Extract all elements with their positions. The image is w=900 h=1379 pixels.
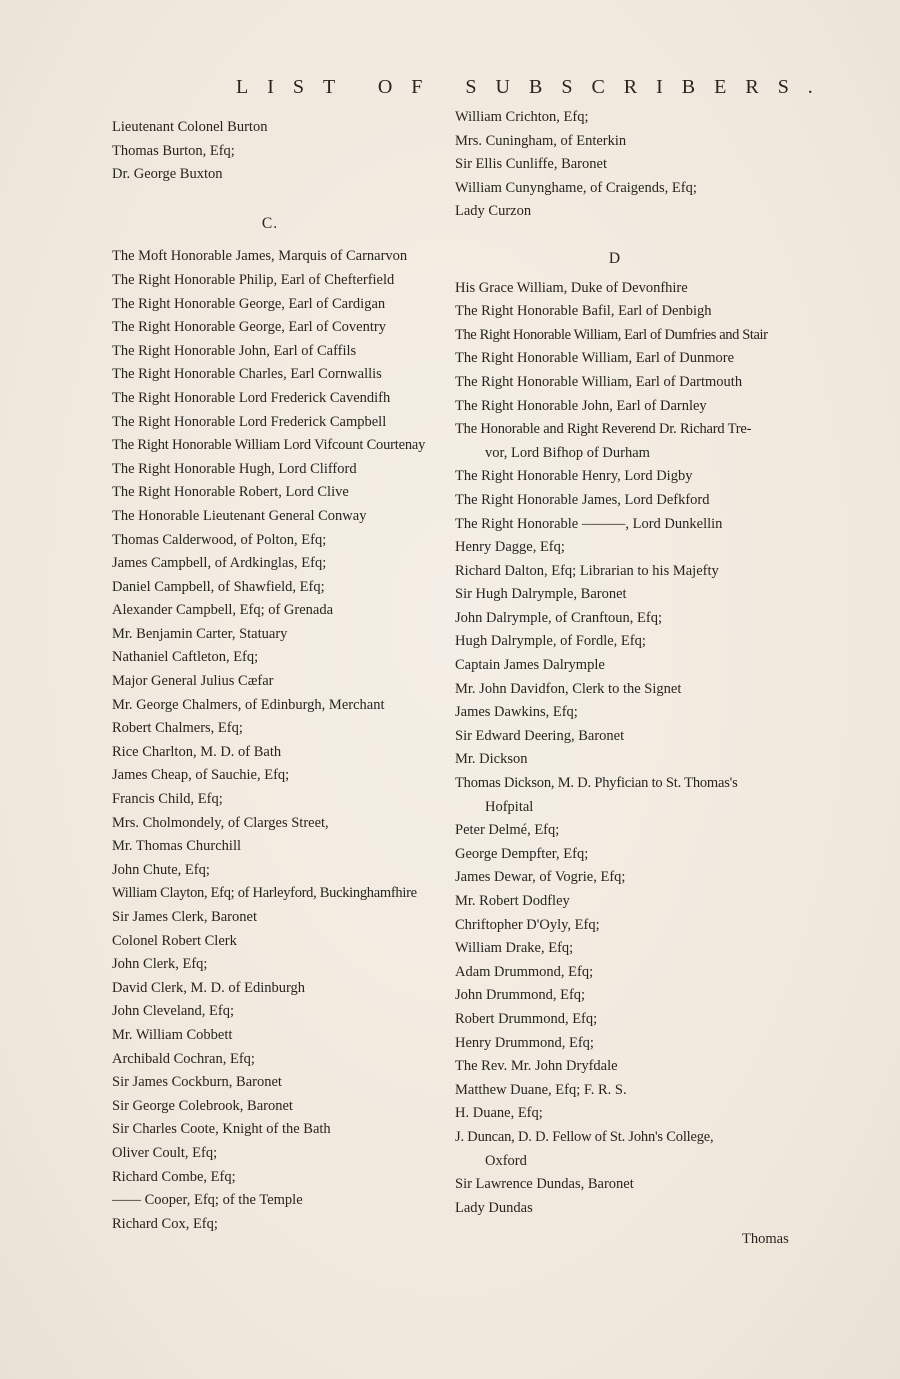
list-item: Peter Delmé, Efq; bbox=[455, 822, 560, 839]
list-item: Daniel Campbell, of Shawfield, Efq; bbox=[112, 578, 325, 595]
list-item: The Right Honorable Philip, Earl of Chefterfield bbox=[112, 271, 395, 288]
list-item: Sir Ellis Cunliffe, Baronet bbox=[455, 156, 607, 173]
list-item: George Dempfter, Efq; bbox=[455, 845, 589, 862]
list-item: Lady Curzon bbox=[455, 203, 532, 220]
section-heading-c: C. bbox=[261, 214, 279, 232]
list-item: Dr. George Buxton bbox=[112, 166, 223, 183]
list-item: The Right Honorable Hugh, Lord Clifford bbox=[112, 460, 357, 477]
list-item: Mrs. Cholmondely, of Clarges Street, bbox=[112, 814, 329, 831]
list-item: Henry Dagge, Efq; bbox=[455, 539, 565, 556]
list-item: J. Duncan, D. D. Fellow of St. John's College, bbox=[455, 1128, 714, 1145]
catchword: Thomas bbox=[742, 1231, 789, 1247]
list-item: Mrs. Cuningham, of Enterkin bbox=[455, 132, 627, 149]
list-item: William Drake, Efq; bbox=[455, 940, 574, 957]
list-item: James Campbell, of Ardkinglas, Efq; bbox=[112, 555, 327, 572]
list-item: The Right Honorable William Lord Vifcount Courtenay bbox=[112, 437, 426, 454]
list-item: Mr. Benjamin Carter, Statuary bbox=[112, 625, 288, 642]
list-item: William Crichton, Efq; bbox=[455, 109, 589, 125]
list-item: Sir Hugh Dalrymple, Baronet bbox=[455, 586, 627, 603]
list-item: Oliver Coult, Efq; bbox=[112, 1144, 218, 1161]
list-item: Hofpital bbox=[485, 798, 534, 815]
list-item: The Right Honorable ———, Lord Dunkellin bbox=[455, 515, 723, 532]
list-item: Richard Dalton, Efq; Librarian to his Majefty bbox=[455, 562, 719, 579]
list-item: Colonel Robert Clerk bbox=[112, 932, 237, 949]
right-top-entries bbox=[455, 106, 795, 224]
list-item: The Right Honorable John, Earl of Caffils bbox=[112, 342, 357, 359]
list-item: The Right Honorable William, Earl of Dartmouth bbox=[455, 373, 743, 390]
list-item: Oxford bbox=[485, 1152, 527, 1169]
list-item: Francis Child, Efq; bbox=[112, 791, 223, 808]
list-item: The Right Honorable George, Earl of Cardigan bbox=[112, 295, 386, 312]
list-item: Captain James Dalrymple bbox=[455, 657, 605, 674]
list-item: Henry Drummond, Efq; bbox=[455, 1034, 594, 1051]
list-item: William Clayton, Efq; of Harleyford, Buckinghamfhire bbox=[112, 885, 417, 902]
list-item: Thomas Calderwood, of Polton, Efq; bbox=[112, 531, 327, 548]
list-item: Lieutenant Colonel Burton bbox=[112, 119, 268, 135]
list-item: Archibald Cochran, Efq; bbox=[112, 1050, 255, 1067]
list-item: Sir George Colebrook, Baronet bbox=[112, 1097, 293, 1114]
list-item: Robert Chalmers, Efq; bbox=[112, 720, 243, 737]
list-item: Hugh Dalrymple, of Fordle, Efq; bbox=[455, 633, 646, 650]
list-item: John Chute, Efq; bbox=[112, 861, 210, 878]
list-item: Thomas Dickson, M. D. Phyfician to St. Thomas's bbox=[455, 775, 738, 792]
list-item: Adam Drummond, Efq; bbox=[455, 963, 594, 980]
list-item: Alexander Campbell, Efq; of Grenada bbox=[112, 602, 334, 619]
list-item: Mr. Dickson bbox=[455, 751, 528, 768]
list-item: The Honorable and Right Reverend Dr. Richard Tre- bbox=[455, 421, 752, 438]
list-item: Sir James Cockburn, Baronet bbox=[112, 1074, 282, 1091]
list-item: Sir Charles Coote, Knight of the Bath bbox=[112, 1121, 331, 1138]
list-item: Nathaniel Caftleton, Efq; bbox=[112, 649, 259, 666]
list-item: Mr. John Davidfon, Clerk to the Signet bbox=[455, 680, 682, 697]
list-item: The Rev. Mr. John Dryfdale bbox=[455, 1058, 618, 1075]
list-item: Rice Charlton, M. D. of Bath bbox=[112, 743, 282, 760]
list-item: Sir Lawrence Dundas, Baronet bbox=[455, 1176, 634, 1193]
list-item: Richard Cox, Efq; bbox=[112, 1215, 218, 1232]
list-item: H. Duane, Efq; bbox=[455, 1105, 543, 1122]
list-item: John Dalrymple, of Cranftoun, Efq; bbox=[455, 609, 662, 626]
list-item: Mr. William Cobbett bbox=[112, 1026, 233, 1043]
list-item: William Cunynghame, of Craigends, Efq; bbox=[455, 179, 697, 196]
section-d-list bbox=[455, 277, 795, 1221]
list-item: The Right Honorable Charles, Earl Cornwallis bbox=[112, 366, 382, 383]
list-item: The Right Honorable James, Lord Defkford bbox=[455, 491, 710, 508]
section-heading-d: D bbox=[608, 249, 622, 267]
list-item: Richard Combe, Efq; bbox=[112, 1168, 236, 1185]
list-item: Sir Edward Deering, Baronet bbox=[455, 727, 625, 744]
list-item: The Right Honorable Lord Frederick Cavendifh bbox=[112, 389, 391, 406]
list-item: The Right Honorable John, Earl of Darnley bbox=[455, 397, 707, 414]
list-item: Major General Julius Cæfar bbox=[112, 673, 274, 690]
list-item: The Honorable Lieutenant General Conway bbox=[112, 507, 367, 524]
list-item: James Cheap, of Sauchie, Efq; bbox=[112, 767, 290, 784]
list-item: John Clerk, Efq; bbox=[112, 956, 208, 973]
list-item: The Right Honorable Lord Frederick Campbell bbox=[112, 413, 387, 430]
list-item: James Dawkins, Efq; bbox=[455, 704, 578, 721]
list-item: The Right Honorable Bafil, Earl of Denbigh bbox=[455, 303, 712, 320]
list-item: Matthew Duane, Efq; F. R. S. bbox=[455, 1081, 627, 1098]
list-item: The Right Honorable George, Earl of Coventry bbox=[112, 319, 386, 336]
list-item: The Right Honorable William, Earl of Dunmore bbox=[455, 350, 735, 367]
list-item: The Moft Honorable James, Marquis of Carnarvon bbox=[112, 248, 408, 265]
list-item: David Clerk, M. D. of Edinburgh bbox=[112, 979, 306, 996]
list-item: —— Cooper, Efq; of the Temple bbox=[112, 1192, 303, 1209]
list-item: vor, Lord Bifhop of Durham bbox=[485, 444, 650, 461]
list-item: The Right Honorable Robert, Lord Clive bbox=[112, 484, 349, 501]
list-item: Thomas Burton, Efq; bbox=[112, 142, 235, 159]
list-item: James Dewar, of Vogrie, Efq; bbox=[455, 869, 626, 886]
list-item: John Drummond, Efq; bbox=[455, 987, 586, 1004]
list-item: Mr. Robert Dodfley bbox=[455, 893, 570, 909]
page-title: LIST OF SUBSCRIBERS. bbox=[236, 76, 832, 98]
list-item: Lady Dundas bbox=[455, 1199, 533, 1216]
list-item: His Grace William, Duke of Devonfhire bbox=[455, 279, 688, 296]
section-c-list bbox=[112, 245, 448, 1236]
list-item: Chriftopher D'Oyly, Efq; bbox=[455, 916, 600, 933]
left-column bbox=[112, 116, 448, 1236]
list-item: Sir James Clerk, Baronet bbox=[112, 909, 257, 925]
list-item: The Right Honorable William, Earl of Dumfries and Stair bbox=[455, 326, 768, 343]
right-column bbox=[455, 106, 795, 1220]
list-item: Mr. Thomas Churchill bbox=[112, 838, 242, 855]
list-item: John Cleveland, Efq; bbox=[112, 1003, 235, 1020]
list-item: Robert Drummond, Efq; bbox=[455, 1010, 598, 1027]
list-item: The Right Honorable Henry, Lord Digby bbox=[455, 468, 693, 485]
left-top-entries bbox=[112, 116, 448, 187]
list-item: Mr. George Chalmers, of Edinburgh, Merchant bbox=[112, 696, 385, 713]
